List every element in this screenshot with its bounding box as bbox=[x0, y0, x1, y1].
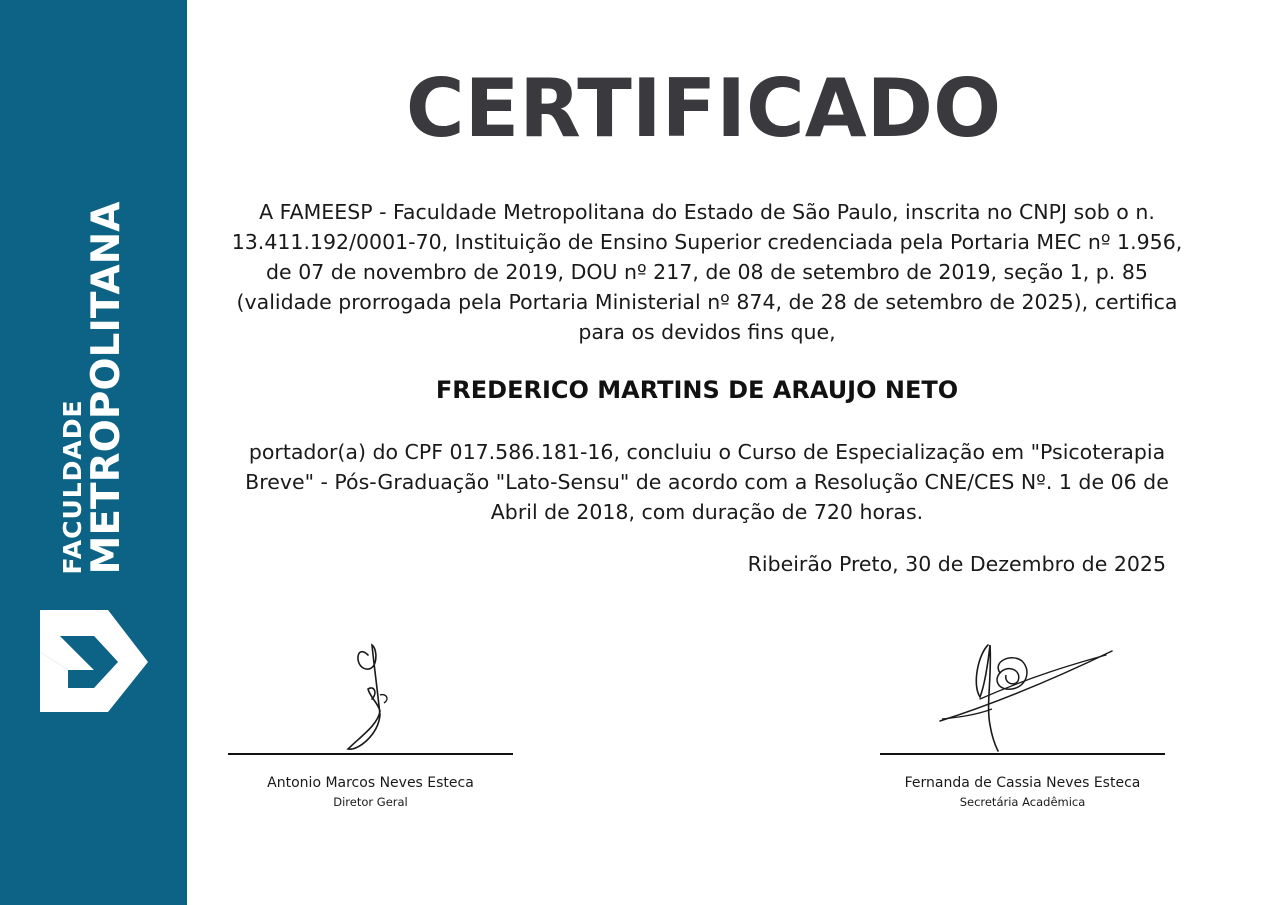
handwritten-signature-icon bbox=[228, 625, 513, 753]
handwritten-signature-icon bbox=[880, 625, 1165, 753]
brand-sidebar bbox=[0, 0, 187, 905]
intro-paragraph: A FAMEESP - Faculdade Metropolitana do Estado de São Paulo, inscrita no CNPJ sob o n. 13.411.192/0001-70, Instituição de Ensino Superior credenciada pela Portaria MEC nº 1.956, de 07 de novembro de 2019, DOU nº 217, de 08 de setembro de 2019, seção 1, p. 85 (validade prorrogada pela Portaria Ministerial nº 874, de 28 de setembro de 2025), certifica para os devidos fins que, bbox=[231, 200, 1183, 344]
place-date: Ribeirão Preto, 30 de Dezembro de 2025 bbox=[747, 552, 1166, 576]
institution-logo-icon bbox=[38, 608, 150, 714]
wordmark-line-1: FACULDADE bbox=[58, 399, 87, 575]
signature-block-director bbox=[228, 625, 513, 809]
signature-block-secretary bbox=[880, 625, 1165, 809]
signatory-name: Antonio Marcos Neves Esteca bbox=[267, 775, 474, 791]
signatory-role: Secretária Acadêmica bbox=[959, 795, 1086, 809]
signatory-name: Fernanda de Cassia Neves Esteca bbox=[904, 775, 1141, 791]
certificate-body bbox=[187, 0, 1280, 905]
completion-paragraph: portador(a) do CPF 017.586.181-16, concluiu o Curso de Especialização em "Psicoterapia Breve" - Pós-Graduação "Lato-Sensu" de acordo com a Resolução CNE/CES Nº. 1 de 06 de Abril de 2018, com duração de 720 horas. bbox=[245, 440, 1169, 524]
institution-wordmark bbox=[59, 202, 127, 575]
signature-line bbox=[880, 753, 1165, 755]
recipient-name: FREDERICO MARTINS DE ARAUJO NETO bbox=[435, 376, 959, 404]
certificate-title: CERTIFICADO bbox=[405, 62, 1002, 155]
wordmark-line-2: METROPOLITANA bbox=[84, 201, 129, 575]
signature-line bbox=[228, 753, 513, 755]
signatory-role: Diretor Geral bbox=[333, 795, 408, 809]
